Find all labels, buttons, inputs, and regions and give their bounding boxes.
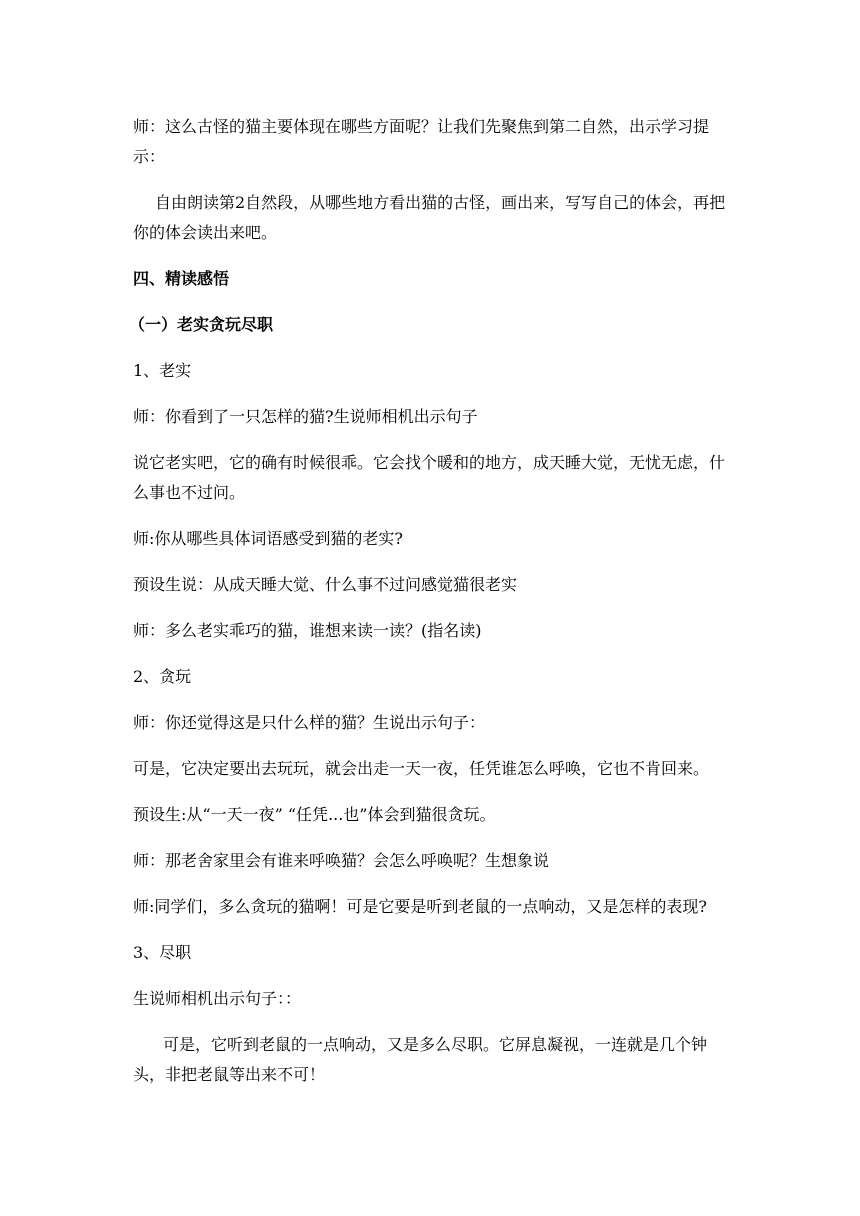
paragraph-teacher-ask-2: 师:你从哪些具体词语感受到猫的老实? — [133, 529, 403, 548]
paragraph-teacher-question: 师：这么古怪的猫主要体现在哪些方面呢？让我们先聚焦到第二自然，出示学习提示： — [133, 117, 710, 166]
paragraph-expected-answer-1: 预设生说：从成天睡大觉、什么事不过问感觉猫很老实 — [133, 575, 518, 594]
item-heading-honest: 1、老实 — [133, 361, 192, 380]
section-heading: 四、精读感悟 — [133, 269, 230, 288]
paragraph-student-say: 生说师相机出示句子：： — [133, 989, 302, 1008]
item-heading-dutiful: 3、尽职 — [133, 943, 192, 962]
item-heading-playful: 2、贪玩 — [133, 667, 192, 686]
paragraph-quote-dutiful: 可是，它听到老鼠的一点响动，又是多么尽职。它屏息凝视，一连就是几个钟头，非把老鼠等出来不可！ — [133, 1035, 708, 1084]
paragraph-quote-honest: 说它老实吧，它的确有时候很乖。它会找个暖和的地方，成天睡大觉，无忧无虑，什么事也不过问。 — [133, 453, 726, 502]
paragraph-teacher-ask-3: 师：你还觉得这是只什么样的猫？生说出示句子： — [133, 713, 486, 732]
paragraph-quote-playful: 可是，它决定要出去玩玩，就会出走一天一夜，任凭谁怎么呼唤，它也不肯回来。 — [133, 759, 710, 778]
document-body — [129, 112, 733, 1106]
paragraph-teacher-ask-1: 师：你看到了一只怎样的猫?生说师相机出示句子 — [133, 407, 478, 426]
paragraph-teacher-ask-5: 师:同学们，多么贪玩的猫啊！可是它要是听到老鼠的一点响动，又是怎样的表现? — [133, 897, 707, 916]
paragraph-teacher-read: 师：多么老实乖巧的猫，谁想来读一读？(指名读) — [133, 621, 482, 640]
paragraph-learning-prompt: 自由朗读第2自然段，从哪些地方看出猫的古怪，画出来，写写自己的体会，再把你的体会读出来吧。 — [133, 193, 726, 242]
paragraph-teacher-ask-4: 师：那老舍家里会有谁来呼唤猫？会怎么呼唤呢？生想象说 — [133, 851, 550, 870]
subsection-heading: （一）老实贪玩尽职 — [129, 315, 274, 334]
paragraph-expected-answer-2: 预设生:从“一天一夜” “任凭...也”体会到猫很贪玩。 — [133, 805, 496, 824]
